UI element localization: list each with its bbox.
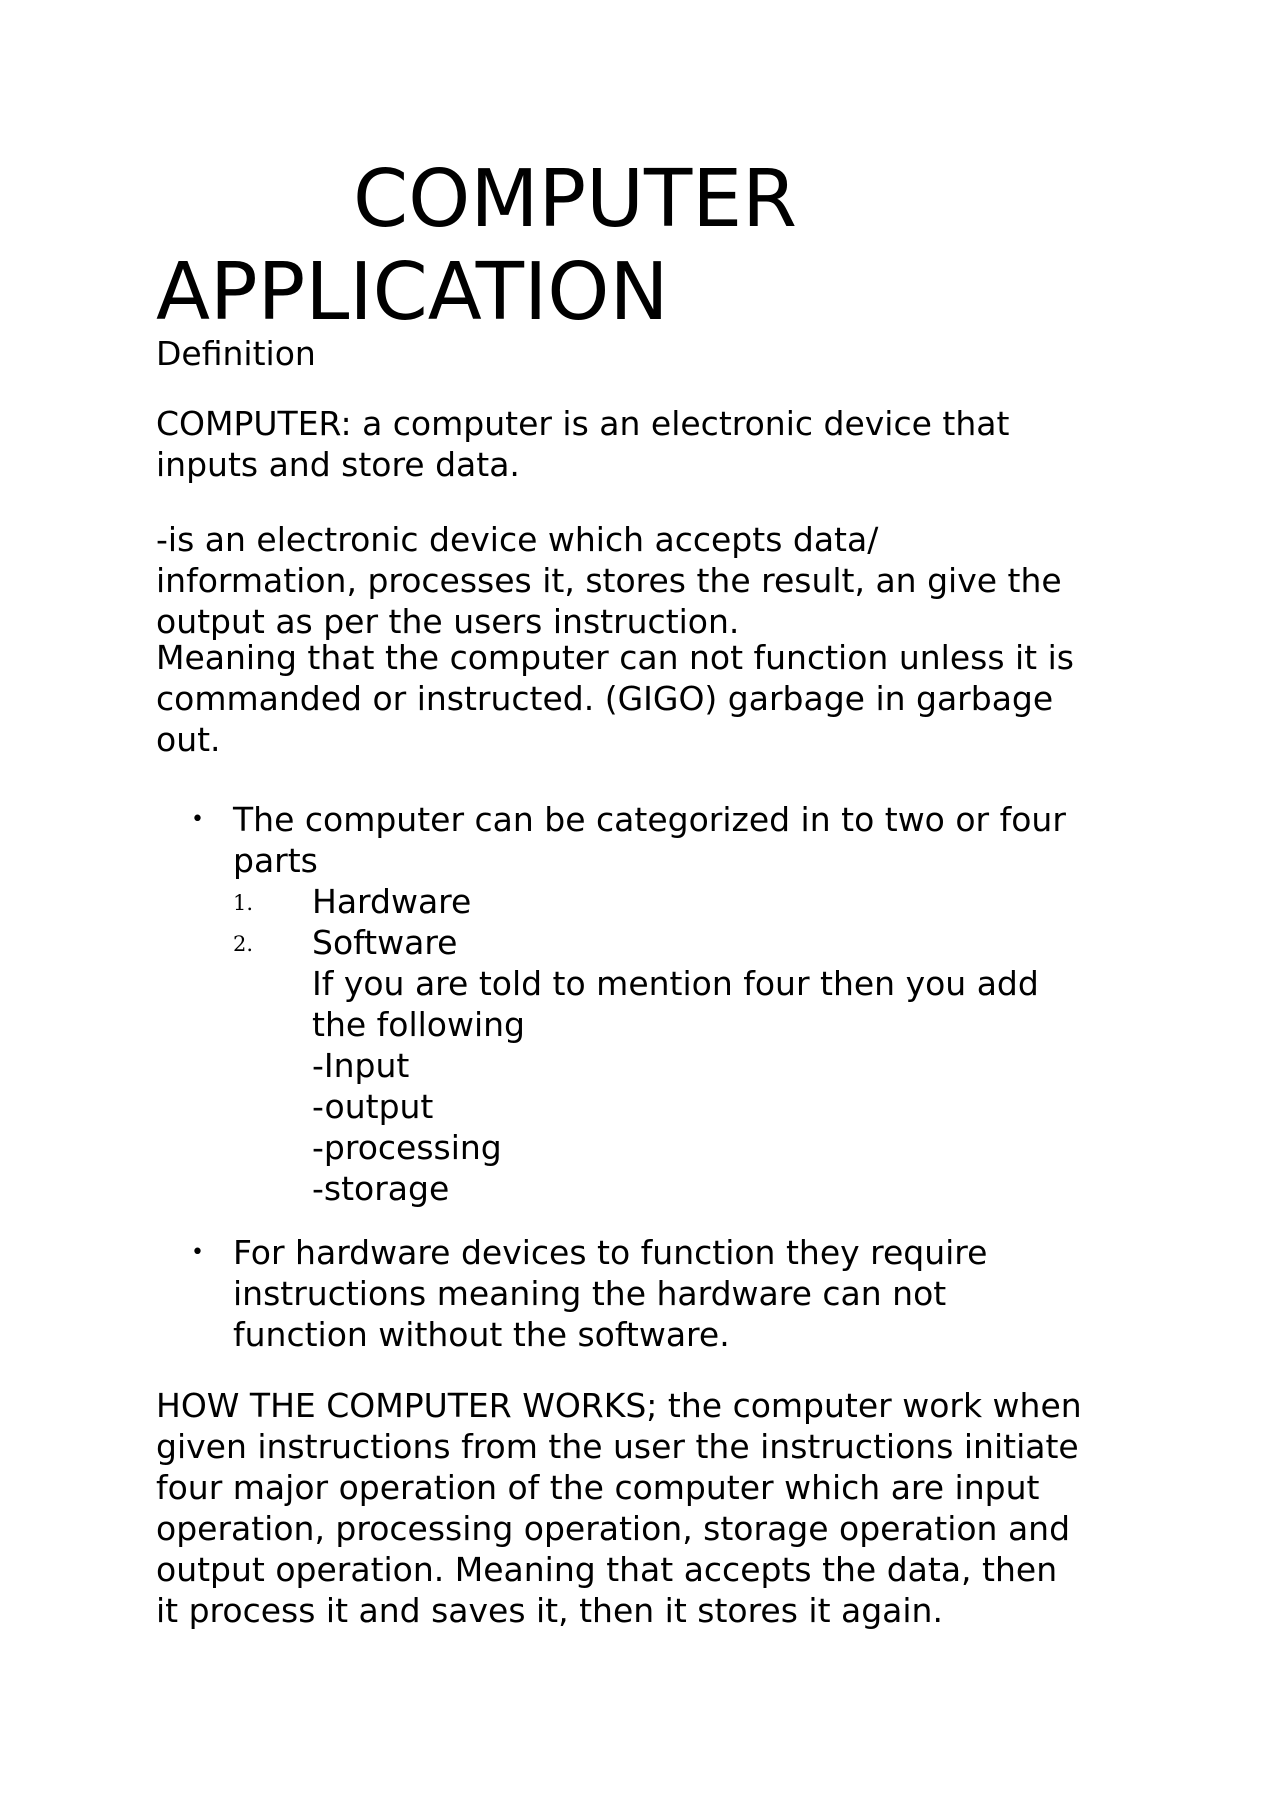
list-number: 2.: [233, 932, 254, 956]
text-line: it process it and saves it, then it stores it again.: [156, 1591, 943, 1630]
text-line: operation, processing operation, storage operation and: [156, 1509, 1071, 1548]
text-line: -is an electronic device which accepts data/: [156, 520, 879, 559]
text-line: out.: [156, 720, 221, 759]
title-line-1: COMPUTER: [353, 153, 798, 245]
how-computer-works-paragraph: [156, 1385, 1136, 1631]
definition-heading: Definition: [156, 334, 316, 373]
text-line: inputs and store data.: [156, 445, 520, 484]
text-line: instructions meaning the hardware can not: [233, 1274, 947, 1313]
computer-definition: [156, 403, 1136, 485]
text-line: information, processes it, stores the result, an give the: [156, 561, 1062, 600]
text-line: The computer can be categorized in to two or four: [233, 800, 1066, 839]
numbered-item-software: [156, 922, 1136, 963]
bullet-hardware-software: [156, 1232, 1136, 1355]
device-definition: [156, 519, 1136, 642]
text-line: COMPUTER: a computer is an electronic device that: [156, 404, 1010, 443]
list-item-label: Software: [312, 923, 458, 962]
extra-part-processing: -processing: [312, 1128, 502, 1167]
text-line: For hardware devices to function they require: [233, 1233, 988, 1272]
four-parts-note-cont: the following: [312, 1005, 526, 1044]
bullet-categories: [156, 799, 1136, 1209]
numbered-item-hardware: [156, 881, 1136, 922]
extra-part-input: -Input: [312, 1046, 410, 1085]
text-line: Meaning that the computer can not function unless it is: [156, 638, 1074, 677]
text-line: function without the software.: [233, 1315, 730, 1354]
list-number: 1.: [233, 891, 254, 915]
text-line: given instructions from the user the instructions initiate: [156, 1427, 1079, 1466]
extra-part-output: -output: [312, 1087, 434, 1126]
text-line: four major operation of the computer which are input: [156, 1468, 1040, 1507]
bullet-item: [156, 799, 1136, 881]
list-item-label: Hardware: [312, 882, 472, 921]
text-line: output operation. Meaning that accepts the data, then: [156, 1550, 1058, 1589]
meaning-paragraph: [156, 637, 1136, 760]
four-parts-note: If you are told to mention four then you add: [312, 964, 1039, 1003]
title-line-2: APPLICATION: [156, 246, 669, 338]
text-line: commanded or instructed. (GIGO) garbage in garbage: [156, 679, 1054, 718]
bullet-icon: •: [191, 1240, 204, 1265]
extra-part-storage: -storage: [312, 1169, 450, 1208]
text-line: parts: [233, 841, 318, 880]
text-line: HOW THE COMPUTER WORKS; the computer work when: [156, 1386, 1082, 1425]
bullet-icon: •: [191, 807, 204, 832]
text-line: output as per the users instruction.: [156, 602, 740, 641]
bullet-item: [156, 1232, 1136, 1355]
